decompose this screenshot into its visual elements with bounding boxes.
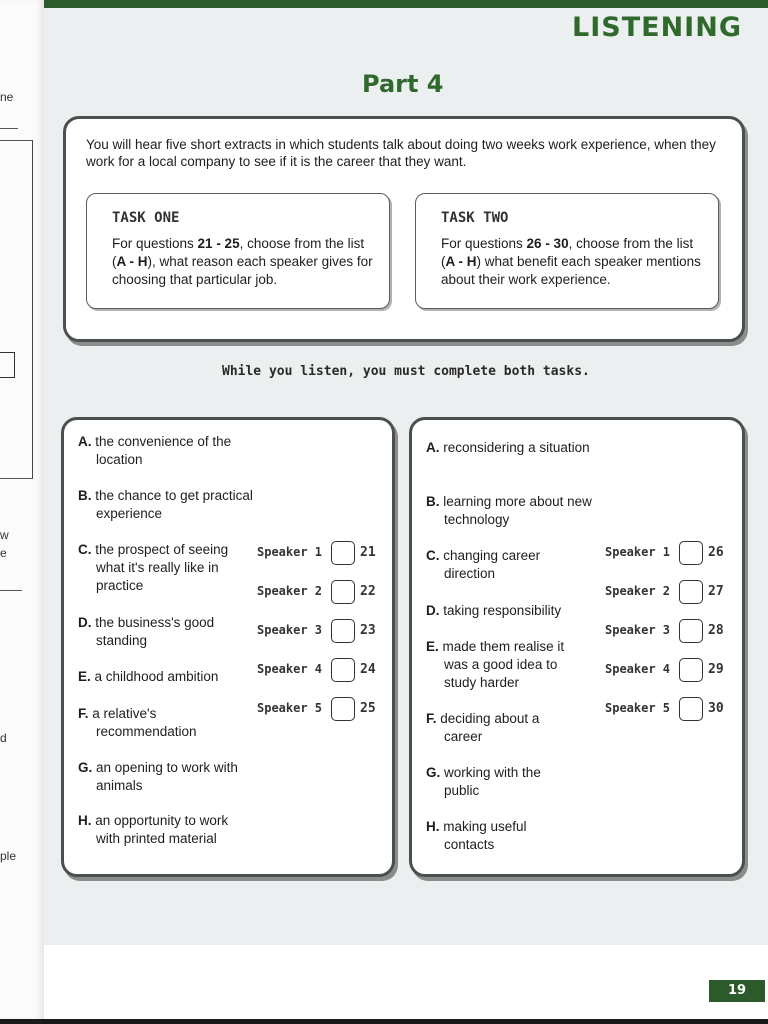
question-number: 23 [360,623,376,638]
option-item: F. deciding about a career [426,711,540,744]
section-title: LISTENING [572,12,742,43]
speaker-label: Speaker 4 [257,662,323,676]
option-item: B. learning more about new technology [426,494,592,527]
intro-text: You will hear five short extracts in which students talk about doing two weeks work experience, when they work for a local company to see if it is the career that they want. [86,137,716,169]
left-page-rule [0,128,18,129]
task-one-box [86,193,390,309]
left-page-rule [0,478,33,479]
option-item: E. made them realise it was a good idea to study harder [426,639,565,690]
option-item: F. a relative's recommendation [78,706,197,739]
question-number: 26 [708,545,724,560]
task-two-heading: TASK TWO [441,210,509,226]
answer-box[interactable] [679,541,703,565]
part-title: Part 4 [362,70,444,98]
speaker-label: Speaker 2 [605,584,671,598]
answer-box[interactable] [679,580,703,604]
option-item: E. a childhood ambition [78,669,219,684]
option-item: G. working with the public [426,765,541,798]
intro-box [63,116,745,342]
option-item: A. reconsidering a situation [426,440,590,455]
speaker-label: Speaker 3 [257,623,323,637]
left-page-fragment: ne [0,90,14,104]
task-one-heading: TASK ONE [112,210,180,226]
option-item: D. taking responsibility [426,603,562,618]
left-page-rule [0,140,33,141]
instruction-line: While you listen, you must complete both tasks. [222,364,590,379]
answer-box[interactable] [331,697,355,721]
speaker-label: Speaker 3 [605,623,671,637]
question-number: 30 [708,701,724,716]
left-page-fragment: e [0,546,7,560]
answer-box[interactable] [679,619,703,643]
question-number: 21 [360,545,376,560]
task-one-instructions: For questions 21 - 25, choose from the list (A - H), what reason each speaker gives for choosing that particular job. [112,236,373,287]
answer-box[interactable] [331,541,355,565]
task-one-options-box [61,417,395,877]
speaker-label: Speaker 2 [257,584,323,598]
left-page-fragment: d [0,731,7,745]
left-page-fragment: ple [0,849,17,863]
question-number: 22 [360,584,376,599]
option-letters: A - H [116,254,148,269]
option-item: A. the convenience of the location [78,434,232,467]
task-two-options-box [409,417,745,877]
speaker-label: Speaker 5 [257,701,323,715]
question-number: 29 [708,662,724,677]
answer-box[interactable] [331,619,355,643]
speaker-label: Speaker 5 [605,701,671,715]
option-item: H. making useful contacts [426,819,527,852]
option-item: G. an opening to work with animals [78,760,238,793]
speaker-label: Speaker 4 [605,662,671,676]
left-page-box-edge [32,140,33,478]
left-page-answer-box [0,352,15,378]
option-item: D. the business's good standing [78,615,215,648]
page-number: 19 [709,980,765,1002]
answer-box[interactable] [331,658,355,682]
speaker-label: Speaker 1 [605,545,671,559]
option-item: C. the prospect of seeing what it's really like in practice [78,542,229,593]
option-item: B. the chance to get practical experience [78,488,253,521]
answer-box[interactable] [679,697,703,721]
question-number: 24 [360,662,376,677]
option-item: H. an opportunity to work with printed material [78,813,229,846]
left-page-rule [0,590,22,591]
question-number: 27 [708,584,724,599]
task-two-instructions: For questions 26 - 30, choose from the list (A - H) what benefit each speaker mentions about their work experience. [441,236,701,287]
answer-box[interactable] [679,658,703,682]
task-two-box [415,193,719,309]
option-item: C. changing career direction [426,548,541,581]
question-range: 21 - 25 [197,236,240,251]
left-facing-page [0,0,45,1020]
answer-box[interactable] [331,580,355,604]
question-range: 26 - 30 [526,236,569,251]
question-number: 25 [360,701,376,716]
question-number: 28 [708,623,724,638]
scan-bottom-edge [0,1019,768,1024]
speaker-label: Speaker 1 [257,545,323,559]
option-letters: A - H [445,254,477,269]
top-color-band [44,0,768,8]
left-page-fragment: w [0,528,9,542]
page-bottom-margin [44,945,768,1020]
